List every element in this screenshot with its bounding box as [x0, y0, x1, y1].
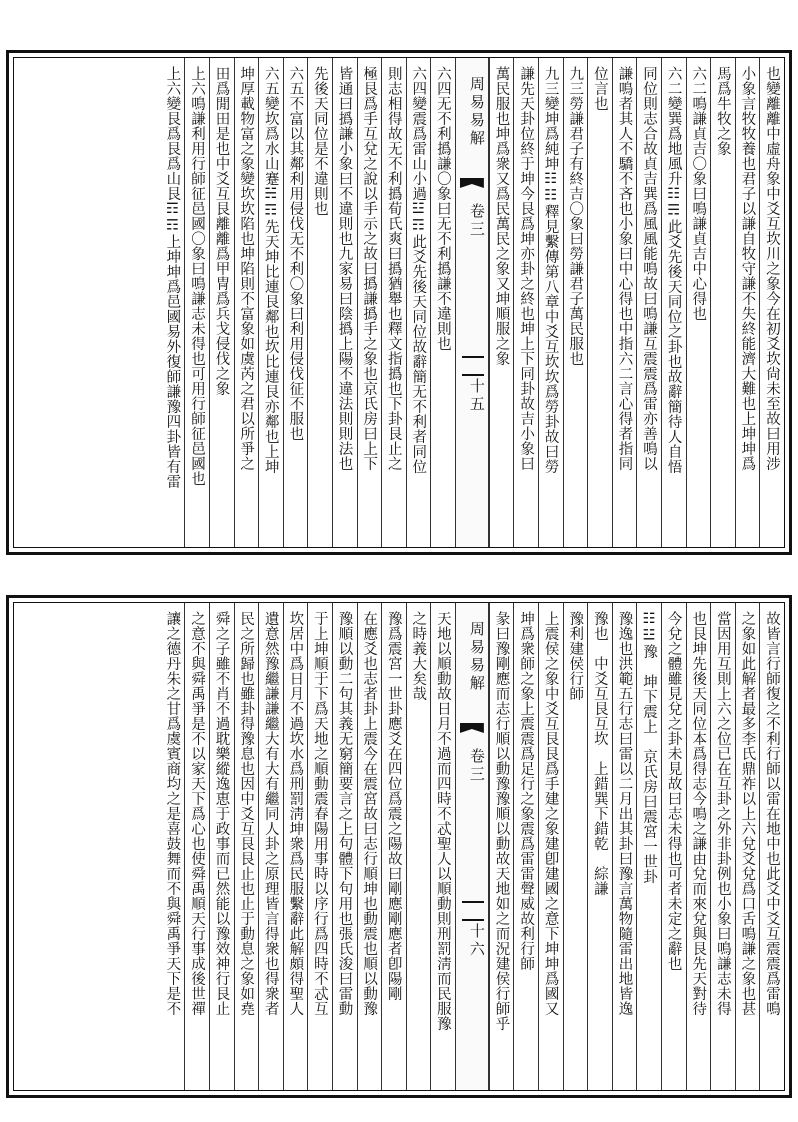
text-column: 豫也 中爻互艮互坎 上錯巽下錯乾 綜謙 [587, 603, 612, 1090]
text-column: 彖曰豫剛應而志行順以動豫豫順以動故天地如之而況建侯行師乎 [489, 603, 514, 1090]
text-column: 上六變艮爲艮爲山艮☶☶上坤坤爲邑國易外復師謙豫四卦皆有雷 [164, 66, 181, 489]
text-column: 上六鳴謙利用行師征邑國〇象曰鳴謙志未得也可用行師征邑國也 [184, 58, 209, 547]
center-fold-margin [455, 603, 489, 1090]
text-column: 六五變坎爲水山蹇☵☶先天坤比連艮鄰也坎比連艮亦鄰也上坤 [258, 58, 283, 547]
page-marker-icon [462, 356, 484, 376]
text-column: 謙鳴者其人不驕不吝也小象曰中心得也中指六二言心得者指同 [612, 58, 637, 547]
text-column: 六五不富以其鄰利用侵伐无不利〇象曰利用侵伐征不服也 [283, 58, 308, 547]
text-column: 之象如此解者最多李氏鼎祚以上六兌爻兌爲口舌鳴謙之象也甚 [735, 603, 760, 1090]
text-column: 九三勞謙君子有終吉〇象曰勞謙君子萬民服也 [563, 58, 588, 547]
volume-label: 卷三 [467, 203, 486, 239]
text-column: 皆通曰撝謙小象曰不違則也九家易曰陰撝上陽不違法則則法也 [332, 58, 357, 547]
text-column: 同位則志合故貞吉巽爲風風能鳴故曰鳴謙互震震爲雷亦善鳴以 [636, 58, 661, 547]
page-marker-icon [462, 901, 484, 921]
bottom-leaf [6, 595, 792, 1098]
text-column: ☷☳豫 坤下震上 京氏房曰震宮一世卦 [636, 603, 661, 1090]
text-column: 坎居中爲日月不過坎水爲刑罰淸坤衆爲民服繫辭此解頗得聖人 [283, 603, 308, 1090]
volume-label: 卷三 [467, 748, 486, 784]
text-column: 田爲閒田是也中爻互艮離離爲甲冑爲兵戈侵伐之象 [209, 58, 234, 547]
fish-tail-mark-icon [460, 723, 484, 733]
text-column: 萬民服也坤爲衆又爲民萬民之象又坤順服之象 [489, 58, 514, 547]
page-number: 十六 [467, 923, 486, 959]
text-column: 舜之子雖不肖不過耽樂縱逸恵于政事而已然能以豫效神行艮止 [209, 603, 234, 1090]
text-column: 上震侯之象中爻互艮艮爲手建之象建卽建國之意下坤坤爲國又 [538, 603, 563, 1090]
text-column: 馬爲牛牧之象 [710, 58, 735, 547]
text-column: 先後天同位是不違則也 [307, 58, 332, 547]
text-column: 九三變坤爲純坤☷☷釋見繫傳第八章中爻互坎坎爲勞卦故曰勞 [538, 58, 563, 547]
text-column: 天地以順動故日月不過而四時不忒聖人以順動則刑罰淸而民服豫 [430, 603, 455, 1090]
book-title: 周易易解 [467, 621, 486, 693]
text-column: 民之所歸也雖卦得豫息也因中爻互艮艮止也止于動息之象如堯 [234, 603, 259, 1090]
book-title: 周易易解 [467, 76, 486, 148]
text-column: 之時義大矣哉 [406, 603, 431, 1090]
text-column: 豫利建侯行師 [563, 603, 588, 1090]
bottom-leaf-columns [14, 603, 784, 1090]
text-column: 謙先天卦位終于坤今艮爲坤亦卦之終也坤上下同卦故吉小象曰 [513, 58, 538, 547]
text-column: 故皆言行師復之不利行師以雷在地中也此爻中爻互震震爲雷鳴 [759, 603, 784, 1090]
text-column: 之意不與舜禹爭是不以家天下爲心也使舜禹順天行事成後世禪 [184, 603, 209, 1090]
text-column: 于上坤順于下爲天地之順動震春陽用事時以序行爲四時不忒互 [307, 603, 332, 1090]
text-column: 豫爲震宮一世卦應爻在四位爲震之陽故曰剛應剛應者卽陽剛 [381, 603, 406, 1090]
text-column: 讓之德丹朱之甘爲虞賓商均之是喜鼓舞而不與舜禹爭天下是不 [164, 611, 181, 1016]
fish-tail-mark-icon [460, 178, 484, 188]
text-column: 遺意然豫繼謙謙繼大有大有繼同人卦之原理皆言得衆也得衆者 [258, 603, 283, 1090]
page-number: 十五 [467, 378, 486, 414]
text-column: 豫順以動二句其義无窮簡要言之上句體下句用也張氏浚曰雷動 [332, 603, 357, 1090]
text-column: 也變離離中虛舟象中爻互坎川之象今在初爻坎尙未至故曰用涉 [759, 58, 784, 547]
text-column: 坤厚載物富之象變坎坎陷也坤陷則不富象如虞芮之君以所爭之 [234, 58, 259, 547]
text-column: 則志相得故无不利撝荀氏爽曰撝猶舉也釋文指撝也下卦艮止之 [381, 58, 406, 547]
top-leaf [6, 50, 792, 555]
top-leaf-columns [14, 58, 784, 547]
text-column: 今兌之體雖見兌之卦未見故曰志未得也可者未定之辭也 [661, 603, 686, 1090]
text-column: 當因用互則上六之位已在互卦之外非卦例也小象曰鳴謙志未得 [710, 603, 735, 1090]
text-column: 坤爲衆師之象上震震爲足行之象震爲雷雷聲威故利行師 [513, 603, 538, 1090]
text-column: 在應爻也志者卦上震今在震宮故曰志行順坤也動震也順以動豫 [357, 603, 382, 1090]
text-column: 小象言牧牧養也君子以謙自牧守謙不失終能濟大難也上坤坤爲 [735, 58, 760, 547]
text-column: 六四變震爲雷山小過☳☶此爻先後天同位故辭簡无不利者同位 [406, 58, 431, 547]
center-fold-margin [455, 58, 489, 547]
text-column: 六二鳴謙貞吉〇象曰鳴謙貞吉中心得也 [686, 58, 711, 547]
text-column: 六二變巽爲地風升☷☴此爻先後天同位之卦也故辭簡待人自悟 [661, 58, 686, 547]
text-column: 極艮爲手互兌之說以手示之故曰撝謙撝手之象也京氏房曰上下 [357, 58, 382, 547]
text-column: 也艮坤先後天同位本爲得志今鳴之謙由兌而來兌與艮先天對待 [686, 603, 711, 1090]
text-column: 豫逸也洪範五行志曰雷以二月出其卦曰豫言萬物隨雷出地皆逸 [612, 603, 637, 1090]
text-column: 六四无不利撝謙〇象曰无不利撝謙不違則也 [430, 58, 455, 547]
text-column: 位言也 [587, 58, 612, 547]
